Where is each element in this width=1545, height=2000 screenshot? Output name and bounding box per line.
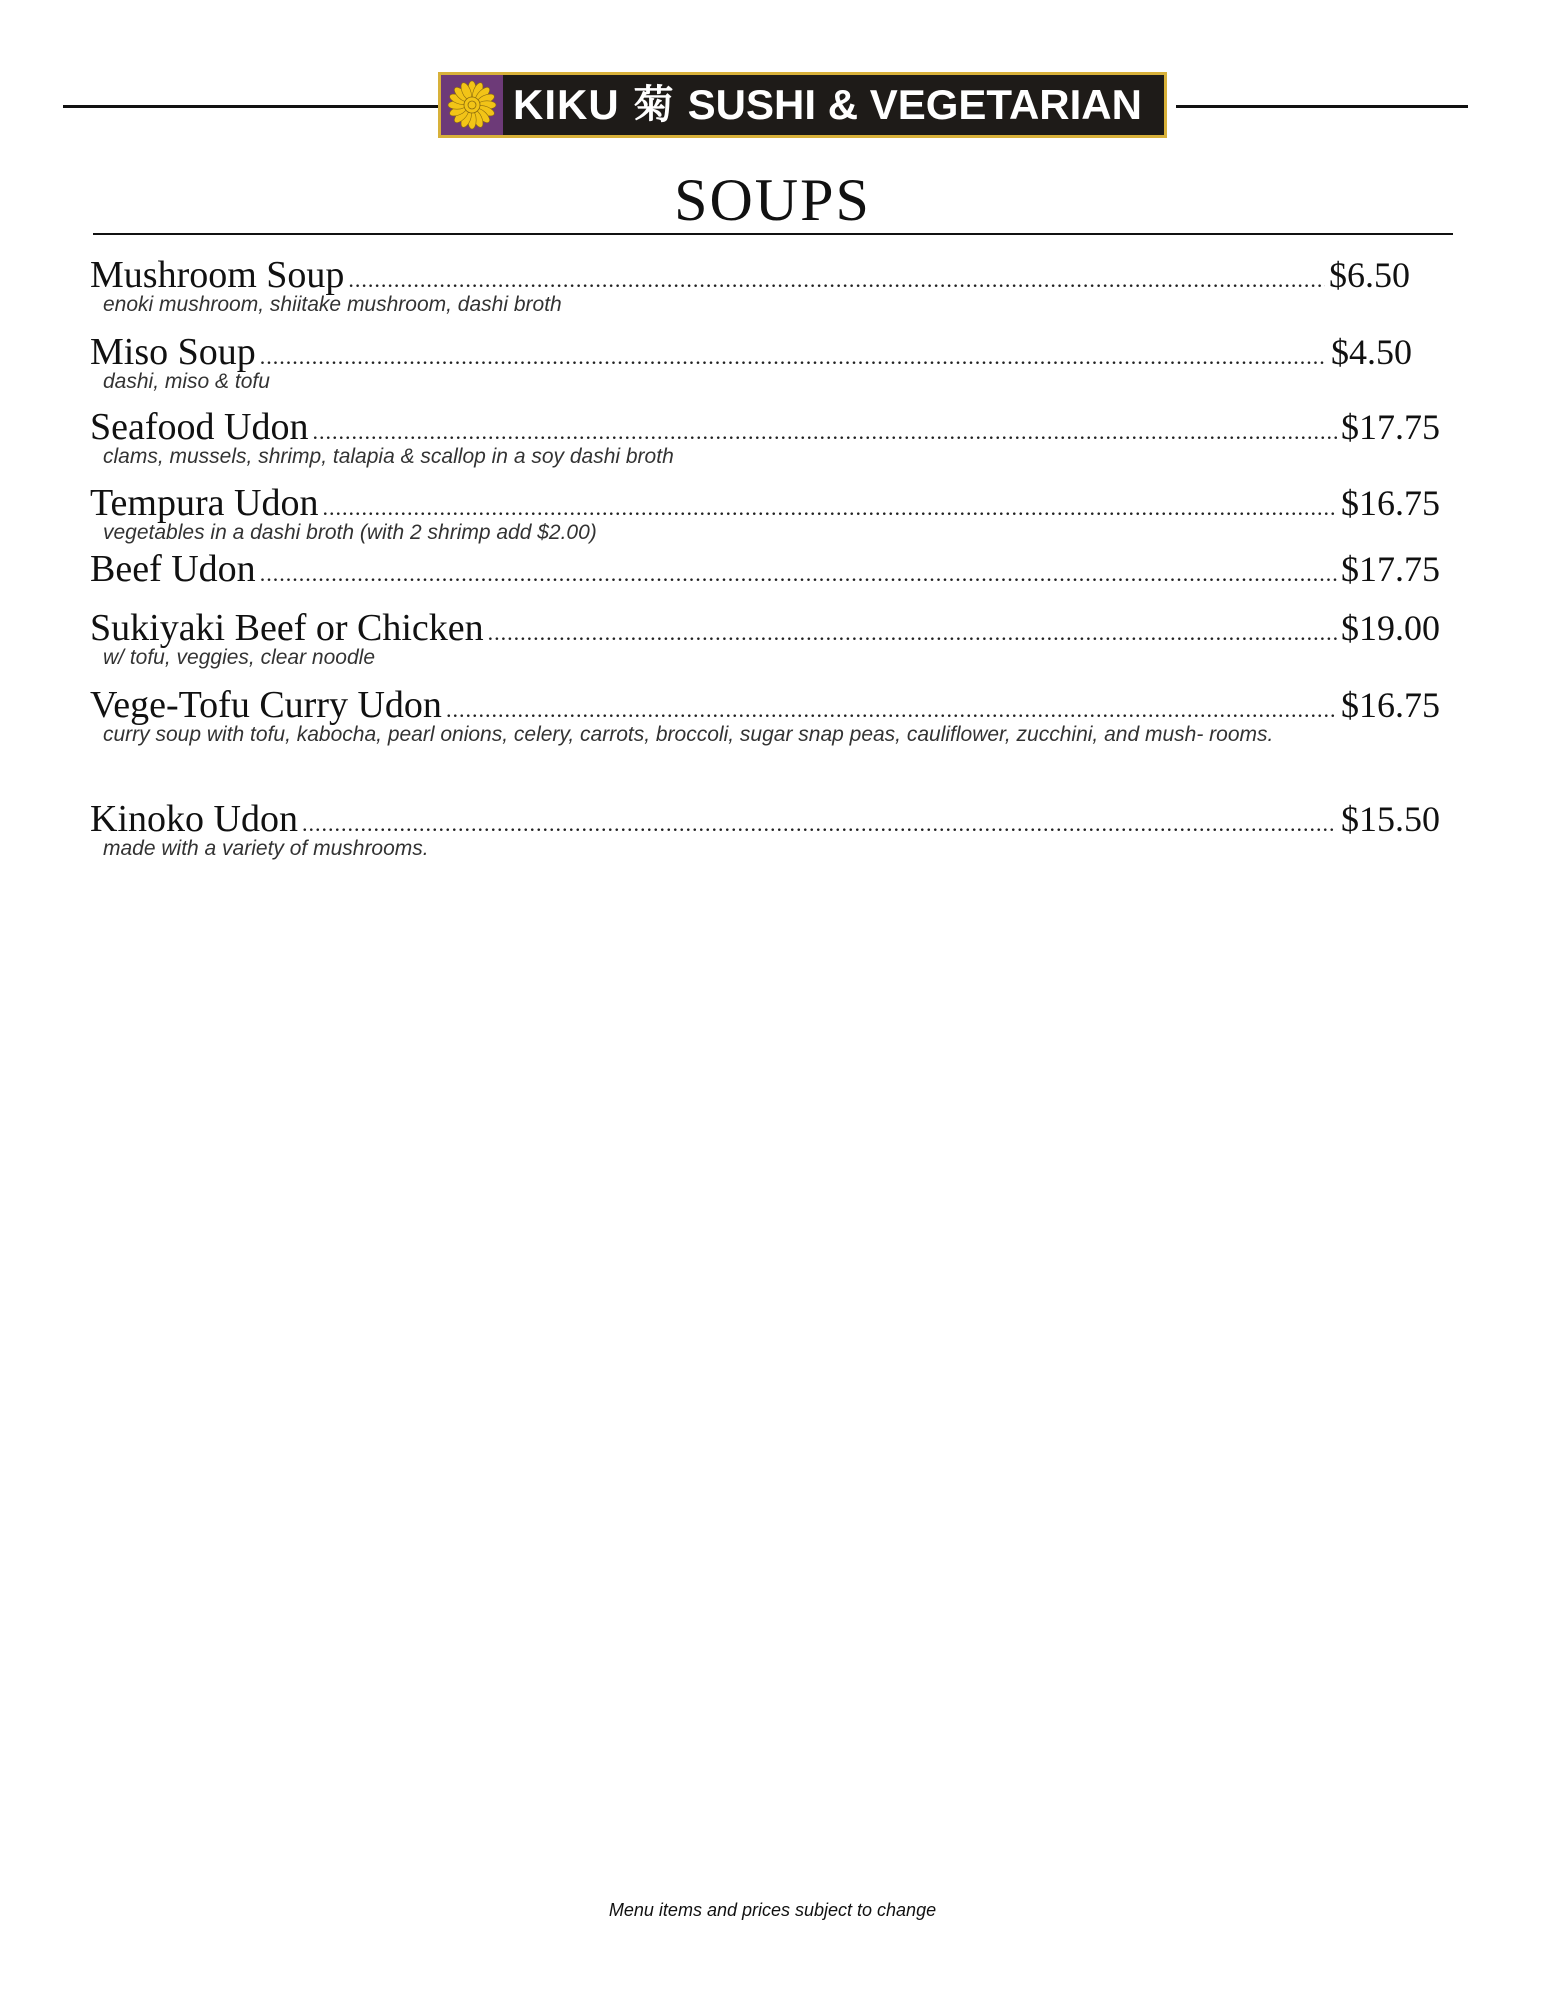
item-name: Seafood Udon (90, 406, 309, 448)
item-description: dashi, miso & tofu (103, 370, 270, 393)
item-price: $16.75 (1341, 685, 1440, 725)
brand-name-kanji: 菊 (633, 82, 674, 128)
item-description: clams, mussels, shrimp, talapia & scallop in a soy dashi broth (103, 445, 674, 468)
dot-leader (260, 346, 1327, 368)
chrysanthemum-icon (447, 80, 497, 130)
item-description: made with a variety of mushrooms. (103, 837, 429, 860)
item-description: vegetables in a dashi broth (with 2 shrimp add $2.00) (103, 521, 597, 544)
menu-item-tempura-udon (90, 484, 1440, 548)
item-name: Tempura Udon (90, 482, 319, 524)
header-rule-right (1176, 105, 1468, 108)
menu-item-sukiyaki (90, 609, 1440, 673)
item-name: Kinoko Udon (90, 798, 298, 840)
item-name: Vege-Tofu Curry Udon (90, 684, 442, 726)
item-name: Sukiyaki Beef or Chicken (90, 607, 484, 649)
brand-tagline: SUSHI & VEGETARIAN (687, 81, 1142, 128)
brand-name (513, 81, 1142, 128)
menu-item-vege-tofu-curry-udon (90, 686, 1440, 750)
item-price: $15.50 (1341, 799, 1440, 839)
brand-banner (438, 72, 1167, 138)
dot-leader (302, 813, 1337, 835)
menu-item-mushroom-soup (90, 256, 1440, 320)
dot-leader (312, 421, 1337, 443)
item-description: w/ tofu, veggies, clear noodle (103, 646, 375, 669)
menu-item-beef-udon (90, 550, 1440, 588)
title-rule (93, 233, 1453, 235)
item-price: $17.75 (1341, 549, 1440, 589)
item-price: $16.75 (1341, 483, 1440, 523)
header-rule-left (63, 105, 443, 108)
item-price: $19.00 (1341, 608, 1440, 648)
item-name: Beef Udon (90, 548, 256, 590)
item-description: enoki mushroom, shiitake mushroom, dashi broth (103, 293, 562, 316)
item-price: $6.50 (1329, 255, 1410, 295)
item-name: Miso Soup (90, 331, 256, 373)
item-price: $4.50 (1331, 332, 1412, 372)
item-description: curry soup with tofu, kabocha, pearl onions, celery, carrots, broccoli, sugar snap peas, cauliflower, zucchini, and mush- rooms. (103, 723, 1274, 746)
dot-leader (446, 699, 1337, 721)
footer-note: Menu items and prices subject to change (608, 1900, 937, 1920)
menu-item-miso-soup (90, 333, 1440, 397)
dot-leader (488, 622, 1337, 644)
section-title: SOUPS (674, 167, 871, 233)
menu-item-kinoko-udon (90, 800, 1440, 864)
item-name: Mushroom Soup (90, 254, 345, 296)
dot-leader (260, 563, 1337, 585)
logo-box (441, 75, 503, 135)
item-price: $17.75 (1341, 407, 1440, 447)
dot-leader (348, 269, 1325, 291)
dot-leader (322, 497, 1337, 519)
menu-item-seafood-udon (90, 408, 1440, 472)
brand-name-latin: KIKU (513, 81, 620, 128)
